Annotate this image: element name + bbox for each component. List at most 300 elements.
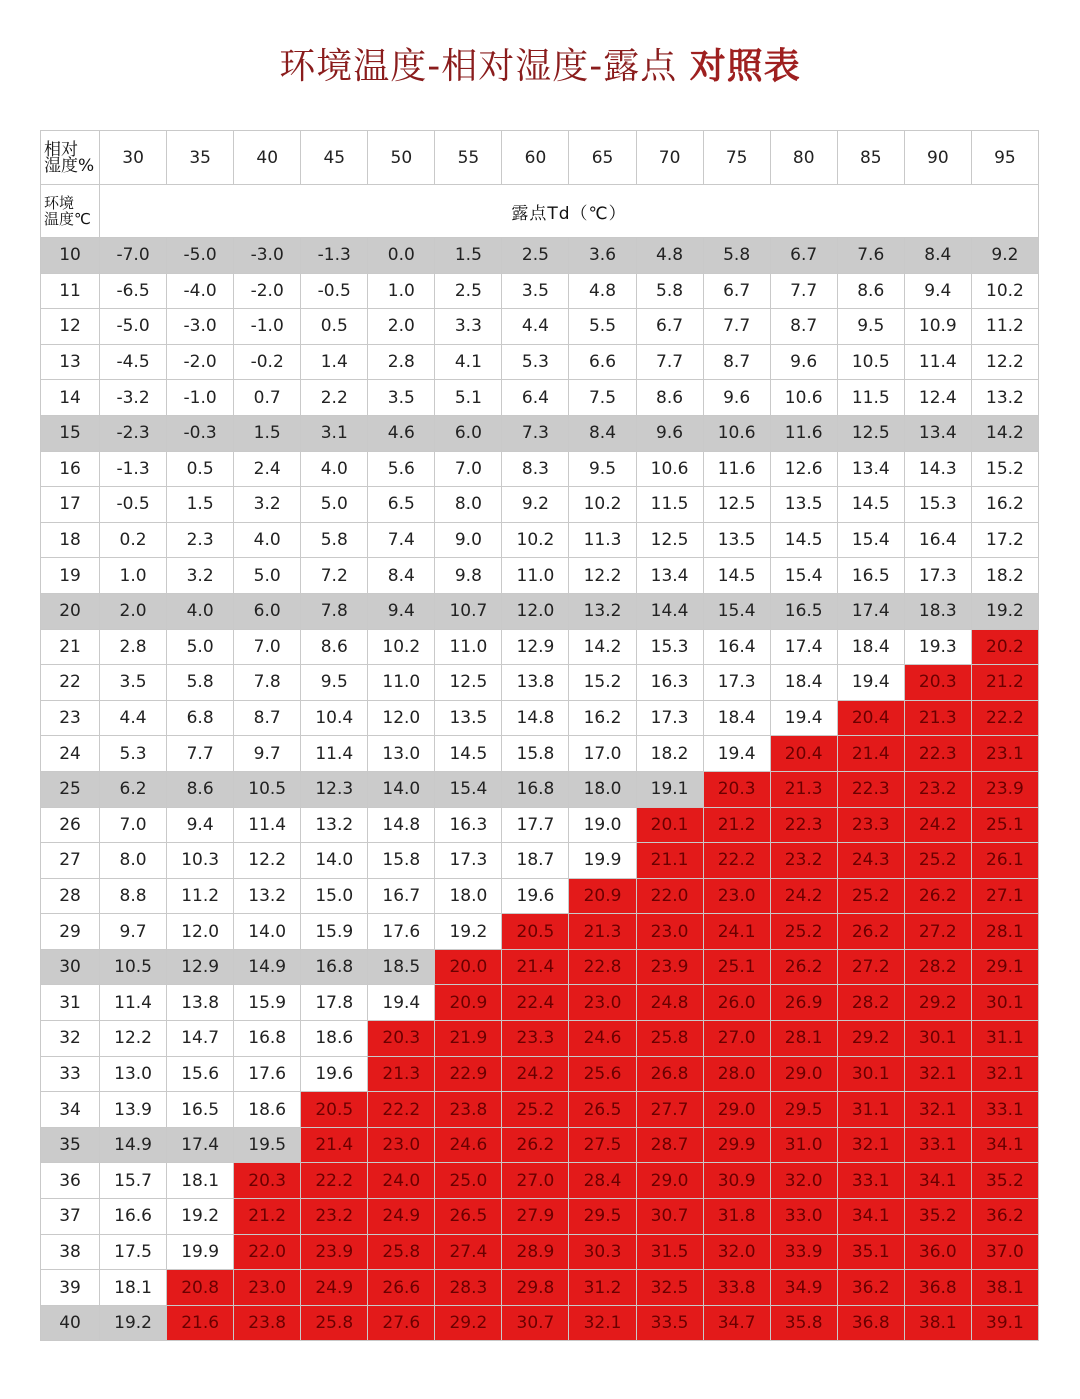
dew-point-cell: 19.0	[569, 807, 636, 843]
table-row	[41, 665, 1039, 701]
dew-point-cell: 28.1	[971, 914, 1038, 950]
dew-point-cell: 13.5	[435, 700, 502, 736]
dew-point-cell: 27.0	[502, 1163, 569, 1199]
dew-point-cell: -1.0	[234, 309, 301, 345]
dew-point-cell: 23.9	[636, 949, 703, 985]
dew-point-cell: 14.9	[100, 1127, 167, 1163]
dew-point-cell: 36.2	[837, 1270, 904, 1306]
dew-point-cell: 1.5	[234, 415, 301, 451]
dew-point-cell: 11.0	[502, 558, 569, 594]
dew-point-cell: 20.8	[167, 1270, 234, 1306]
dew-point-cell: 26.6	[368, 1270, 435, 1306]
dew-point-cell: 3.6	[569, 238, 636, 274]
dew-point-cell: 7.7	[636, 344, 703, 380]
dew-point-cell: 32.0	[770, 1163, 837, 1199]
dew-point-cell: 28.9	[502, 1234, 569, 1270]
dew-point-cell: 35.1	[837, 1234, 904, 1270]
dew-point-cell: 19.4	[837, 665, 904, 701]
dew-point-cell: 30.9	[703, 1163, 770, 1199]
dew-point-cell: 9.0	[435, 522, 502, 558]
dew-point-cell: 32.1	[971, 1056, 1038, 1092]
dew-point-cell: 32.5	[636, 1270, 703, 1306]
dew-point-table	[40, 130, 1039, 1341]
temperature-cell: 31	[41, 985, 100, 1021]
dew-point-cell: -0.2	[234, 344, 301, 380]
table-row	[41, 380, 1039, 416]
dew-point-cell: 37.0	[971, 1234, 1038, 1270]
dew-point-cell: 19.9	[569, 843, 636, 879]
dew-point-cell: 6.5	[368, 487, 435, 523]
dew-point-cell: 24.1	[703, 914, 770, 950]
dew-point-cell: 0.7	[234, 380, 301, 416]
dew-point-cell: 18.0	[569, 771, 636, 807]
table-row	[41, 1127, 1039, 1163]
dew-point-cell: 3.5	[100, 665, 167, 701]
dew-point-cell: 19.4	[368, 985, 435, 1021]
dew-point-cell: 27.2	[837, 949, 904, 985]
table-row	[41, 522, 1039, 558]
dew-point-cell: 7.0	[435, 451, 502, 487]
rh-column-header: 35	[167, 131, 234, 185]
dew-point-cell: 6.8	[167, 700, 234, 736]
dew-point-cell: -1.3	[100, 451, 167, 487]
dew-point-cell: 13.9	[100, 1092, 167, 1128]
dew-point-cell: 8.0	[100, 843, 167, 879]
dew-point-cell: 15.7	[100, 1163, 167, 1199]
dew-point-cell: 9.2	[502, 487, 569, 523]
dew-point-cell: 21.4	[502, 949, 569, 985]
dew-point-cell: 3.2	[167, 558, 234, 594]
dew-point-cell: 13.4	[837, 451, 904, 487]
dew-point-cell: 32.1	[569, 1305, 636, 1341]
rh-column-header: 40	[234, 131, 301, 185]
table-row	[41, 1056, 1039, 1092]
dew-point-cell: 16.6	[100, 1199, 167, 1235]
temperature-cell: 24	[41, 736, 100, 772]
dew-point-cell: 13.2	[234, 878, 301, 914]
rh-label: 相对 湿度%	[41, 131, 100, 185]
dew-point-cell: 23.8	[234, 1305, 301, 1341]
dew-point-cell: 16.5	[167, 1092, 234, 1128]
dew-point-cell: 24.2	[904, 807, 971, 843]
dew-point-cell: 10.6	[636, 451, 703, 487]
dew-point-cell: 23.1	[971, 736, 1038, 772]
dew-point-cell: 9.4	[167, 807, 234, 843]
temperature-cell: 17	[41, 487, 100, 523]
dew-point-cell: 21.3	[368, 1056, 435, 1092]
dew-point-cell: 12.6	[770, 451, 837, 487]
dew-point-cell: 5.8	[703, 238, 770, 274]
dew-point-cell: 20.9	[435, 985, 502, 1021]
dew-point-cell: 28.2	[904, 949, 971, 985]
dew-point-cell: 15.4	[770, 558, 837, 594]
dew-point-cell: 4.4	[100, 700, 167, 736]
dew-point-cell: 14.2	[569, 629, 636, 665]
table-row	[41, 238, 1039, 274]
dew-point-cell: 4.0	[301, 451, 368, 487]
dew-point-cell: 17.4	[837, 593, 904, 629]
dew-point-cell: 33.1	[971, 1092, 1038, 1128]
dew-point-cell: 12.5	[435, 665, 502, 701]
dew-point-cell: 6.0	[234, 593, 301, 629]
dew-point-cell: 31.2	[569, 1270, 636, 1306]
dew-point-cell: 10.6	[703, 415, 770, 451]
temperature-cell: 27	[41, 843, 100, 879]
dew-point-cell: 20.4	[837, 700, 904, 736]
table-row	[41, 344, 1039, 380]
dew-point-cell: 18.6	[301, 1021, 368, 1057]
dew-point-cell: 36.8	[837, 1305, 904, 1341]
dew-point-cell: 2.4	[234, 451, 301, 487]
dew-point-cell: 3.5	[502, 273, 569, 309]
dew-point-cell: 11.6	[770, 415, 837, 451]
dew-point-cell: 15.9	[234, 985, 301, 1021]
dew-point-cell: 36.2	[971, 1199, 1038, 1235]
dew-point-cell: 3.3	[435, 309, 502, 345]
dew-point-cell: 9.4	[904, 273, 971, 309]
dew-point-cell: 11.0	[435, 629, 502, 665]
dew-point-cell: 22.2	[368, 1092, 435, 1128]
dew-point-cell: 16.8	[502, 771, 569, 807]
dew-point-cell: 23.2	[904, 771, 971, 807]
dew-point-cell: 5.3	[502, 344, 569, 380]
dew-point-cell: 27.7	[636, 1092, 703, 1128]
table-row	[41, 1092, 1039, 1128]
table-row	[41, 949, 1039, 985]
rh-column-header: 70	[636, 131, 703, 185]
table-row	[41, 309, 1039, 345]
table-row	[41, 736, 1039, 772]
dew-point-cell: 30.1	[904, 1021, 971, 1057]
dew-point-cell: 11.2	[167, 878, 234, 914]
dew-point-cell: 14.8	[502, 700, 569, 736]
dew-point-cell: 26.2	[770, 949, 837, 985]
dew-point-cell: 24.2	[502, 1056, 569, 1092]
dew-point-cell: 21.4	[301, 1127, 368, 1163]
dew-point-cell: 24.9	[368, 1199, 435, 1235]
dew-point-cell: 25.0	[435, 1163, 502, 1199]
dew-point-cell: 12.0	[167, 914, 234, 950]
dew-point-cell: 0.5	[167, 451, 234, 487]
dew-point-cell: 9.5	[837, 309, 904, 345]
dew-point-cell: 14.4	[636, 593, 703, 629]
dew-point-cell: 8.7	[234, 700, 301, 736]
dew-point-cell: 7.4	[368, 522, 435, 558]
dew-point-cell: 6.7	[703, 273, 770, 309]
dew-point-cell: 7.0	[234, 629, 301, 665]
dew-point-cell: 22.2	[301, 1163, 368, 1199]
dew-point-cell: 12.5	[837, 415, 904, 451]
dew-point-cell: 21.2	[703, 807, 770, 843]
dew-point-cell: 18.4	[703, 700, 770, 736]
dew-point-cell: 31.5	[636, 1234, 703, 1270]
table-row	[41, 807, 1039, 843]
dew-point-cell: 16.7	[368, 878, 435, 914]
dew-point-cell: 34.9	[770, 1270, 837, 1306]
dew-point-cell: 13.5	[770, 487, 837, 523]
dew-point-cell: 10.2	[971, 273, 1038, 309]
dew-point-cell: 11.6	[703, 451, 770, 487]
dew-point-cell: 19.5	[234, 1127, 301, 1163]
dew-point-cell: 16.4	[904, 522, 971, 558]
table-row	[41, 1163, 1039, 1199]
dew-point-cell: 0.0	[368, 238, 435, 274]
dew-point-cell: 30.7	[502, 1305, 569, 1341]
dew-point-cell: 8.3	[502, 451, 569, 487]
dew-point-cell: 18.6	[234, 1092, 301, 1128]
dew-point-cell: 11.3	[569, 522, 636, 558]
dew-point-cell: 9.5	[301, 665, 368, 701]
dew-point-cell: -6.5	[100, 273, 167, 309]
dew-point-cell: 21.2	[971, 665, 1038, 701]
dew-point-cell: 30.1	[837, 1056, 904, 1092]
temperature-cell: 19	[41, 558, 100, 594]
dew-point-cell: 16.8	[234, 1021, 301, 1057]
dew-point-cell: 33.0	[770, 1199, 837, 1235]
dew-point-cell: 24.9	[301, 1270, 368, 1306]
dew-point-cell: 7.7	[167, 736, 234, 772]
dew-point-cell: -1.0	[167, 380, 234, 416]
dew-point-cell: 28.2	[837, 985, 904, 1021]
dew-point-cell: 24.6	[435, 1127, 502, 1163]
dew-point-cell: 12.0	[502, 593, 569, 629]
dew-point-cell: 13.0	[368, 736, 435, 772]
dew-point-cell: 30.1	[971, 985, 1038, 1021]
dew-point-cell: 19.3	[904, 629, 971, 665]
dew-point-cell: 19.6	[502, 878, 569, 914]
dew-point-cell: 19.2	[167, 1199, 234, 1235]
dew-point-cell: -1.3	[301, 238, 368, 274]
dew-point-cell: 34.1	[837, 1199, 904, 1235]
dew-point-cell: 10.6	[770, 380, 837, 416]
dew-point-cell: 5.6	[368, 451, 435, 487]
dew-point-cell: 23.2	[770, 843, 837, 879]
dew-point-cell: 10.9	[904, 309, 971, 345]
rh-column-header: 80	[770, 131, 837, 185]
table-row	[41, 629, 1039, 665]
dew-point-cell: 4.4	[502, 309, 569, 345]
dew-point-cell: 9.6	[636, 415, 703, 451]
dew-point-cell: 22.2	[971, 700, 1038, 736]
dew-point-cell: 9.8	[435, 558, 502, 594]
dew-point-cell: 14.0	[368, 771, 435, 807]
dew-point-cell: 8.8	[100, 878, 167, 914]
temperature-cell: 36	[41, 1163, 100, 1199]
dew-point-cell: 15.2	[569, 665, 636, 701]
dew-point-cell: 13.8	[167, 985, 234, 1021]
dew-point-cell: 18.4	[770, 665, 837, 701]
dew-point-cell: 26.5	[435, 1199, 502, 1235]
dew-point-cell: 6.4	[502, 380, 569, 416]
temperature-cell: 38	[41, 1234, 100, 1270]
dew-point-cell: 20.3	[234, 1163, 301, 1199]
dew-point-cell: 18.4	[837, 629, 904, 665]
dew-point-cell: 20.3	[703, 771, 770, 807]
dew-point-cell: 13.2	[569, 593, 636, 629]
rh-column-header: 65	[569, 131, 636, 185]
dew-point-cell: -0.3	[167, 415, 234, 451]
dew-point-cell: 13.4	[636, 558, 703, 594]
dew-point-cell: 12.9	[502, 629, 569, 665]
temperature-cell: 15	[41, 415, 100, 451]
dew-point-cell: 8.7	[770, 309, 837, 345]
dew-point-cell: 26.2	[502, 1127, 569, 1163]
dew-point-cell: 14.2	[971, 415, 1038, 451]
dew-point-cell: 13.5	[703, 522, 770, 558]
dew-point-cell: 2.8	[368, 344, 435, 380]
dew-point-cell: 31.0	[770, 1127, 837, 1163]
dew-point-cell: 17.3	[904, 558, 971, 594]
dew-point-cell: 24.6	[569, 1021, 636, 1057]
table-row	[41, 593, 1039, 629]
dew-point-cell: 10.5	[837, 344, 904, 380]
table-row	[41, 487, 1039, 523]
dew-point-cell: 11.5	[636, 487, 703, 523]
dew-point-cell: 20.3	[904, 665, 971, 701]
dew-point-cell: 2.3	[167, 522, 234, 558]
dew-point-cell: -3.0	[167, 309, 234, 345]
dew-point-cell: 12.2	[971, 344, 1038, 380]
dew-point-cell: 16.3	[636, 665, 703, 701]
dew-point-cell: 11.4	[100, 985, 167, 1021]
rh-column-header: 60	[502, 131, 569, 185]
dew-point-cell: 4.0	[234, 522, 301, 558]
table-row	[41, 914, 1039, 950]
dew-point-cell: 35.2	[971, 1163, 1038, 1199]
dew-point-cell: 33.9	[770, 1234, 837, 1270]
dew-point-cell: 21.9	[435, 1021, 502, 1057]
dew-point-cell: 36.0	[904, 1234, 971, 1270]
temperature-cell: 16	[41, 451, 100, 487]
dew-point-cell: 10.3	[167, 843, 234, 879]
dew-point-cell: 19.4	[703, 736, 770, 772]
dew-point-cell: 5.3	[100, 736, 167, 772]
dew-point-cell: 11.5	[837, 380, 904, 416]
dew-point-cell: 8.4	[368, 558, 435, 594]
dew-point-cell: 14.0	[234, 914, 301, 950]
dew-point-cell: 26.2	[904, 878, 971, 914]
dew-point-cell: 8.0	[435, 487, 502, 523]
dew-point-cell: 10.2	[368, 629, 435, 665]
dew-point-cell: 32.1	[904, 1092, 971, 1128]
table-row	[41, 843, 1039, 879]
dew-point-cell: 33.1	[904, 1127, 971, 1163]
dew-point-cell: 15.4	[435, 771, 502, 807]
dew-point-cell: 26.8	[636, 1056, 703, 1092]
dew-point-cell: -7.0	[100, 238, 167, 274]
dew-point-cell: 23.0	[368, 1127, 435, 1163]
dew-point-cell: 29.5	[770, 1092, 837, 1128]
rh-column-header: 90	[904, 131, 971, 185]
dew-point-cell: 4.8	[636, 238, 703, 274]
dew-point-cell: 17.0	[569, 736, 636, 772]
subheader-row	[41, 185, 1039, 238]
dew-point-cell: 23.0	[569, 985, 636, 1021]
dew-point-cell: 12.2	[569, 558, 636, 594]
dew-point-cell: 21.1	[636, 843, 703, 879]
rh-column-header: 30	[100, 131, 167, 185]
dew-point-cell: 7.6	[837, 238, 904, 274]
dew-point-cell: 38.1	[904, 1305, 971, 1341]
dew-point-cell: 17.4	[167, 1127, 234, 1163]
page-title	[0, 38, 1080, 89]
dew-point-cell: 19.2	[435, 914, 502, 950]
dew-point-cell: 17.2	[971, 522, 1038, 558]
table-row	[41, 771, 1039, 807]
dew-point-cell: 12.3	[301, 771, 368, 807]
dew-point-cell: 15.8	[502, 736, 569, 772]
dew-point-cell: 12.0	[368, 700, 435, 736]
temperature-cell: 14	[41, 380, 100, 416]
dew-point-cell: 7.8	[234, 665, 301, 701]
dew-point-cell: 34.1	[971, 1127, 1038, 1163]
dew-point-cell: 23.9	[301, 1234, 368, 1270]
table-row	[41, 1305, 1039, 1341]
dew-point-cell: 25.8	[636, 1021, 703, 1057]
dew-point-cell: 22.9	[435, 1056, 502, 1092]
dew-point-cell: 25.2	[502, 1092, 569, 1128]
dew-point-cell: 17.7	[502, 807, 569, 843]
dew-point-cell: 19.1	[636, 771, 703, 807]
dew-point-cell: 29.2	[435, 1305, 502, 1341]
dew-point-cell: 5.8	[301, 522, 368, 558]
dew-point-cell: 16.3	[435, 807, 502, 843]
rh-column-header: 55	[435, 131, 502, 185]
dew-point-cell: 20.9	[569, 878, 636, 914]
dew-point-cell: 20.3	[368, 1021, 435, 1057]
dew-point-cell: 29.8	[502, 1270, 569, 1306]
dew-point-cell: 9.7	[100, 914, 167, 950]
temperature-cell: 13	[41, 344, 100, 380]
dew-point-cell: 8.6	[167, 771, 234, 807]
temperature-cell: 21	[41, 629, 100, 665]
dew-point-cell: 14.3	[904, 451, 971, 487]
dew-point-cell: 30.7	[636, 1199, 703, 1235]
dew-point-cell: 15.4	[837, 522, 904, 558]
table-row	[41, 1234, 1039, 1270]
table-row	[41, 273, 1039, 309]
dew-point-cell: 10.5	[234, 771, 301, 807]
dew-point-cell: 29.5	[569, 1199, 636, 1235]
dew-point-cell: 12.2	[234, 843, 301, 879]
dew-point-cell: 24.0	[368, 1163, 435, 1199]
temperature-cell: 18	[41, 522, 100, 558]
dew-point-cell: 27.4	[435, 1234, 502, 1270]
dew-point-cell: 15.3	[636, 629, 703, 665]
dew-point-cell: 7.8	[301, 593, 368, 629]
temperature-cell: 32	[41, 1021, 100, 1057]
table-row	[41, 700, 1039, 736]
dew-point-cell: 9.6	[770, 344, 837, 380]
dew-point-cell: 10.7	[435, 593, 502, 629]
dew-point-cell: 18.2	[636, 736, 703, 772]
dew-point-cell: -0.5	[301, 273, 368, 309]
temperature-cell: 28	[41, 878, 100, 914]
dew-point-cell: 21.3	[904, 700, 971, 736]
dew-point-cell: 14.5	[703, 558, 770, 594]
dew-point-cell: 5.0	[234, 558, 301, 594]
dew-point-cell: 7.0	[100, 807, 167, 843]
dew-point-cell: 25.2	[837, 878, 904, 914]
dew-point-cell: 1.4	[301, 344, 368, 380]
dew-point-cell: 14.5	[435, 736, 502, 772]
dew-point-cell: 10.2	[569, 487, 636, 523]
dew-point-cell: 17.3	[703, 665, 770, 701]
dew-point-cell: 14.5	[770, 522, 837, 558]
dew-point-cell: 28.0	[703, 1056, 770, 1092]
dew-point-cell: 2.8	[100, 629, 167, 665]
dew-point-cell: 28.1	[770, 1021, 837, 1057]
